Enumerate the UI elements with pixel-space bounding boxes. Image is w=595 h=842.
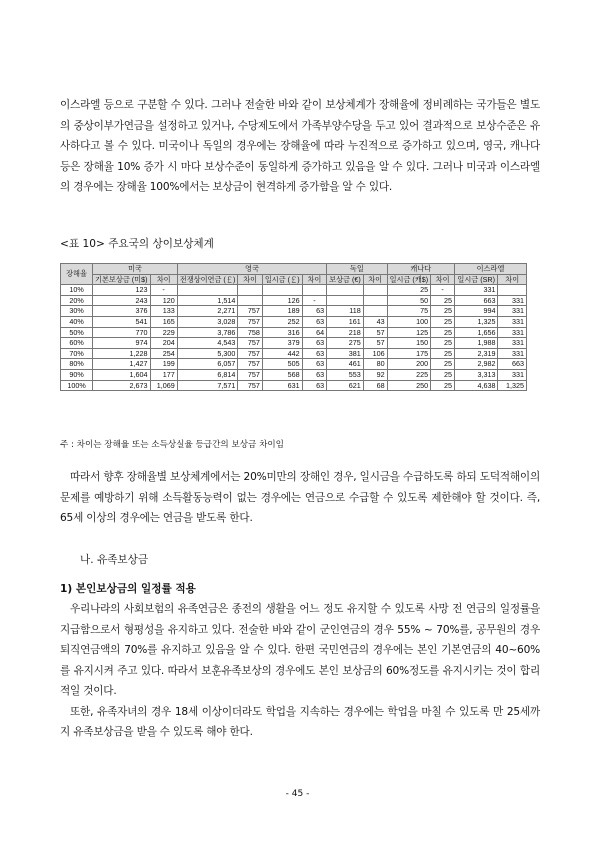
table-cell: 757 (238, 338, 262, 349)
disability-rate-cell: 80% (61, 359, 93, 370)
table-cell: 25 (431, 359, 455, 370)
table-cell: 331 (498, 295, 527, 306)
table-cell: 757 (238, 369, 262, 380)
table-cell: 1,228 (93, 348, 150, 359)
table-cell: 161 (327, 316, 364, 327)
table-cell: 50 (387, 295, 431, 306)
table-cell: 1,325 (498, 380, 527, 391)
table-cell: 3,786 (177, 327, 238, 338)
table-cell: 63 (302, 338, 326, 349)
table-cell: 25 (431, 316, 455, 327)
table-row (61, 285, 527, 296)
lump-sum-text: 따라서 향후 장해율별 보상체계에서는 20%미만의 장해인 경우, 일시금을 수급하도록 하되 도덕적해이의 문제를 예방하기 위해 소득활동능력이 없는 경우에는 연금으로 수급할 수 있도록 제한해야 할 것이다. 즉, 65세 이상의 경우에는 연금을 받도록 한다. (60, 471, 540, 524)
table-cell: 63 (302, 306, 326, 317)
table-cell: 758 (238, 327, 262, 338)
table-cell: 331 (498, 348, 527, 359)
table-cell (238, 295, 262, 306)
table-cell: 250 (387, 380, 431, 391)
table-cell: 199 (150, 359, 177, 370)
subheader-il-diff: 차이 (498, 274, 527, 285)
table-cell: 663 (455, 295, 498, 306)
table-cell: 25 (431, 327, 455, 338)
table-cell: 25 (431, 306, 455, 317)
table-cell (238, 285, 262, 296)
subheader-ca-diff: 차이 (431, 274, 455, 285)
table-row (61, 359, 527, 370)
table-cell: 2,271 (177, 306, 238, 317)
table-cell: 2,982 (455, 359, 498, 370)
table-cell: 3,028 (177, 316, 238, 327)
compensation-table (60, 263, 527, 391)
table-row (61, 348, 527, 359)
survivor-text-1: 우리나라의 사회보험의 유족연금은 종전의 생활을 어느 정도 유지할 수 있도록 사망 전 연금의 일정률을 지급함으로서 형평성을 유지하고 있다. 전술한 바와 같이 군인연금의 경우 55% ~ 70%를, 공무원의 경우 퇴직연금액의 70%를 유지하고 있음을 알 수 있다. 한편 국민연금의 경우에는 본인 기본연금의 40~60%를 유지시켜 주고 있다. 따라서 보훈유족보상의 경우에도 본인 보상금의 60%정도를 유지시키는 것이 합리적일 것이다. (60, 603, 540, 697)
table-cell: 994 (455, 306, 498, 317)
table-cell: 92 (363, 369, 387, 380)
subheader-ca-lump: 일시금 (캐$) (387, 274, 431, 285)
subheader-de-comp: 보상금 (€) (327, 274, 364, 285)
table-cell: 376 (93, 306, 150, 317)
disability-rate-cell: 10% (61, 285, 93, 296)
table-cell: 1,604 (93, 369, 150, 380)
table-cell: - (431, 285, 455, 296)
table-cell: 57 (363, 327, 387, 338)
subheader-uk-pension: 전쟁상이연금 (￡) (177, 274, 238, 285)
table-cell: 4,543 (177, 338, 238, 349)
table-cell (177, 285, 238, 296)
disability-rate-cell: 70% (61, 348, 93, 359)
table-cell: 2,673 (93, 380, 150, 391)
table-cell: 63 (302, 380, 326, 391)
header-canada: 캐나다 (387, 264, 454, 275)
table-cell: 175 (387, 348, 431, 359)
table-note: 주 : 차이는 장해율 또는 소득상실율 등급간의 보상금 차이임 (60, 440, 284, 450)
table-cell: 331 (498, 306, 527, 317)
header-israel: 이스라엘 (455, 264, 527, 275)
table-cell (363, 306, 387, 317)
table-cell: - (150, 285, 177, 296)
table-cell: 331 (455, 285, 498, 296)
table-cell: 1,069 (150, 380, 177, 391)
table-cell: 770 (93, 327, 150, 338)
table-row (61, 295, 527, 306)
table-cell: 25 (431, 295, 455, 306)
table-cell (327, 295, 364, 306)
table-cell: 331 (498, 338, 527, 349)
page-number: - 45 - (285, 789, 310, 799)
table-cell: 1,988 (455, 338, 498, 349)
table-cell: 25 (431, 369, 455, 380)
table-cell: 165 (150, 316, 177, 327)
subsection-heading: 1) 본인보상금의 일정률 적용 (60, 583, 196, 595)
header-uk: 영국 (177, 264, 326, 275)
table-cell: 1,427 (93, 359, 150, 370)
table-cell: 43 (363, 316, 387, 327)
table-cell: 25 (431, 348, 455, 359)
table-cell: 541 (93, 316, 150, 327)
table-cell: 621 (327, 380, 364, 391)
table-cell: 4,638 (455, 380, 498, 391)
table-cell: 204 (150, 338, 177, 349)
table-cell (363, 285, 387, 296)
subheader-uk-diff1: 차이 (238, 274, 262, 285)
survivor-paragraphs (60, 599, 540, 743)
table-cell: 177 (150, 369, 177, 380)
disability-rate-cell: 100% (61, 380, 93, 391)
lump-sum-paragraph (60, 467, 540, 529)
table-cell: 25 (387, 285, 431, 296)
table-cell: 553 (327, 369, 364, 380)
table-cell: 6,057 (177, 359, 238, 370)
table-cell: 125 (387, 327, 431, 338)
subheader-de-diff: 차이 (363, 274, 387, 285)
table-cell: 757 (238, 380, 262, 391)
table-cell: 126 (262, 295, 302, 306)
table-cell: 1,514 (177, 295, 238, 306)
table-row (61, 316, 527, 327)
table-cell (262, 285, 302, 296)
table-cell: 505 (262, 359, 302, 370)
table-cell: 5,300 (177, 348, 238, 359)
table-cell: - (302, 295, 326, 306)
table-cell: 243 (93, 295, 150, 306)
intro-paragraph (60, 95, 540, 198)
disability-rate-cell: 30% (61, 306, 93, 317)
table-cell: 757 (238, 306, 262, 317)
table-cell: 1,656 (455, 327, 498, 338)
table-cell: 568 (262, 369, 302, 380)
table-row (61, 338, 527, 349)
table-cell: 218 (327, 327, 364, 338)
table-cell: 461 (327, 359, 364, 370)
table-cell: 331 (498, 327, 527, 338)
table-cell: 150 (387, 338, 431, 349)
table-cell: 7,571 (177, 380, 238, 391)
table-cell: 331 (498, 369, 527, 380)
table-cell: 189 (262, 306, 302, 317)
table-cell: 63 (302, 359, 326, 370)
table-cell: 118 (327, 306, 364, 317)
table-cell: 974 (93, 338, 150, 349)
table-cell: 106 (363, 348, 387, 359)
table-cell: 225 (387, 369, 431, 380)
table-cell: 316 (262, 327, 302, 338)
table-cell: 63 (302, 316, 326, 327)
table-row (61, 380, 527, 391)
intro-text: 이스라엘 등으로 구분할 수 있다. 그러나 전술한 바와 같이 보상체계가 장해율에 정비례하는 국가들은 별도의 중상이부가연금을 설정하고 있거나, 수당제도에서 가족부양수당을 두고 있어 결과적으로 보상수준은 유사하다고 볼 수 있다. 미국이나 독일의 경우에는 장해율에 따라 누진적으로 증가하고 있으며, 영국, 캐나다 등은 장해율 10% 증가 시 마다 보상수준이 동일하게 증가하고 있음을 알 수 있다. 그러나 미국과 이스라엘의 경우에는 장해율 100%에서는 보상금이 현격하게 증가함을 알 수 있다. (60, 99, 540, 193)
subheader-usa-diff: 차이 (150, 274, 177, 285)
subheader-uk-diff2: 차이 (302, 274, 326, 285)
table-caption: <표 10> 주요국의 상이보상체계 (60, 238, 214, 250)
table-cell (302, 285, 326, 296)
survivor-text-2: 또한, 유족자녀의 경우 18세 이상이더라도 학업을 지속하는 경우에는 학업을 마칠 수 있도록 만 25세까지 유족보상금을 받을 수 있도록 해야 한다. (60, 705, 540, 738)
table-cell: 254 (150, 348, 177, 359)
table-cell: 123 (93, 285, 150, 296)
table-cell (363, 295, 387, 306)
table-cell: 3,313 (455, 369, 498, 380)
header-germany: 독일 (327, 264, 387, 275)
disability-rate-cell: 50% (61, 327, 93, 338)
table-cell: 252 (262, 316, 302, 327)
table-cell (498, 285, 527, 296)
table-cell: 379 (262, 338, 302, 349)
table-cell: 757 (238, 359, 262, 370)
section-heading: 나. 유족보상금 (80, 554, 149, 566)
table-cell: 631 (262, 380, 302, 391)
table-cell: 133 (150, 306, 177, 317)
table-cell: 75 (387, 306, 431, 317)
table-cell: 200 (387, 359, 431, 370)
disability-rate-cell: 20% (61, 295, 93, 306)
table-cell: 275 (327, 338, 364, 349)
disability-rate-cell: 90% (61, 369, 93, 380)
table-cell: 663 (498, 359, 527, 370)
table-cell: 63 (302, 348, 326, 359)
table-cell: 2,319 (455, 348, 498, 359)
disability-rate-cell: 40% (61, 316, 93, 327)
table-cell: 331 (498, 316, 527, 327)
table-cell (327, 285, 364, 296)
header-disability: 장해율 (61, 264, 93, 285)
table-cell: 25 (431, 380, 455, 391)
table-cell: 57 (363, 338, 387, 349)
table-cell: 64 (302, 327, 326, 338)
table-cell: 1,325 (455, 316, 498, 327)
table-cell: 100 (387, 316, 431, 327)
table-row (61, 306, 527, 317)
table-cell: 63 (302, 369, 326, 380)
table-cell: 442 (262, 348, 302, 359)
table-cell: 120 (150, 295, 177, 306)
table-cell: 68 (363, 380, 387, 391)
disability-rate-cell: 60% (61, 338, 93, 349)
subheader-usa-base: 기본보상금 (미$) (93, 274, 150, 285)
subheader-uk-lump: 일시금 (￡) (262, 274, 302, 285)
table-cell: 381 (327, 348, 364, 359)
table-cell: 757 (238, 348, 262, 359)
table-row (61, 327, 527, 338)
table-cell: 757 (238, 316, 262, 327)
table-cell: 80 (363, 359, 387, 370)
table-cell: 229 (150, 327, 177, 338)
table-cell: 6,814 (177, 369, 238, 380)
header-usa: 미국 (93, 264, 178, 275)
table-row (61, 369, 527, 380)
table-cell: 25 (431, 338, 455, 349)
subheader-il-lump: 일시금 (SR) (455, 274, 498, 285)
